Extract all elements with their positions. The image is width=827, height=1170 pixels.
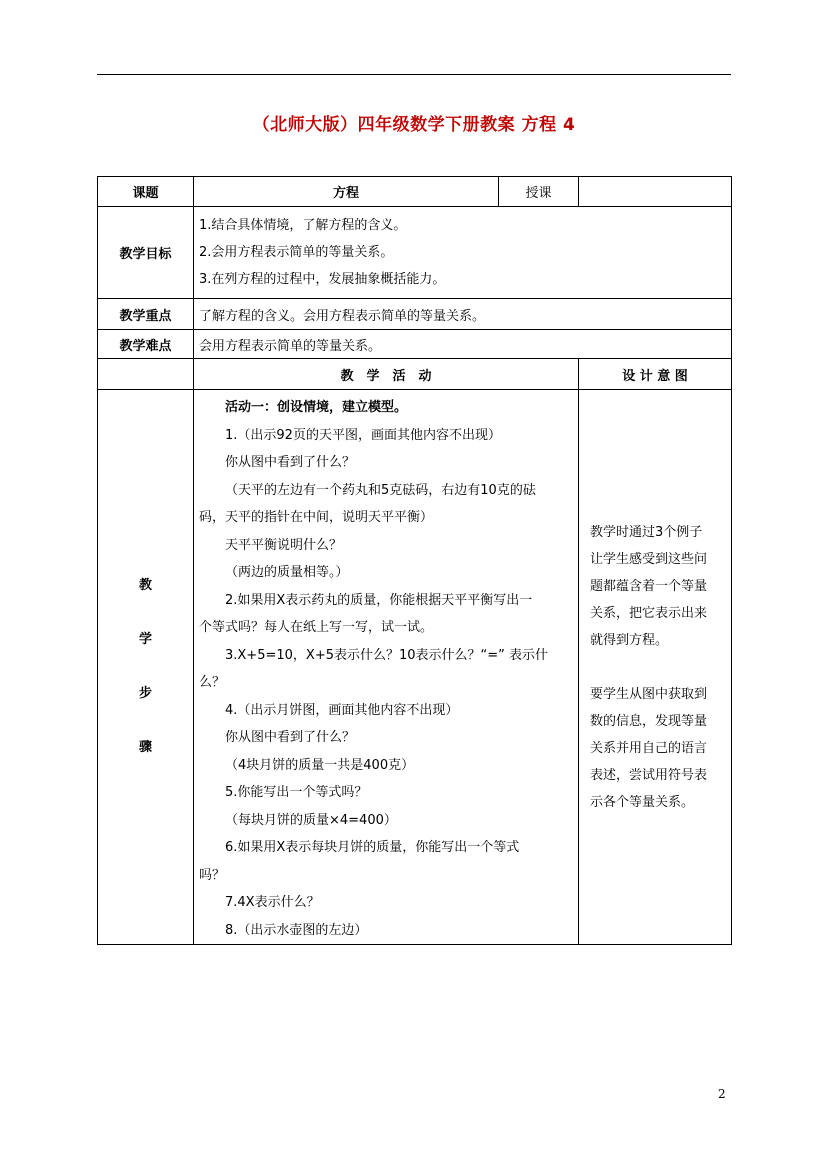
steps-label bbox=[98, 390, 194, 945]
row-section-header bbox=[98, 359, 732, 390]
steps-label-char-4: 骤 bbox=[138, 740, 152, 755]
step-line: 2.如果用X表示药丸的质量，你能根据天平平衡写出一 bbox=[225, 592, 533, 608]
step-line: 8.（出示水壶图的左边） bbox=[225, 922, 368, 938]
step-line: 6.如果用X表示每块月饼的质量，你能写出一个等式 bbox=[225, 840, 520, 855]
intent-line: 示各个等量关系。 bbox=[590, 794, 695, 810]
step-line: 你从图中看到了什么？ bbox=[225, 455, 356, 470]
intent-line: 关系并用自己的语言 bbox=[590, 740, 708, 756]
intent-line: 就得到方程。 bbox=[590, 632, 669, 648]
intent-line: 关系，把它表示出来 bbox=[590, 605, 708, 621]
step-line: （每块月饼的质量×4=400） bbox=[225, 812, 397, 828]
header-rule bbox=[97, 74, 731, 75]
step-line: 码，天平的指针在中间，说明天平平衡） bbox=[199, 510, 434, 525]
intent-line: 题都蕴含着一个等量 bbox=[590, 578, 708, 594]
step-line: 你从图中看到了什么？ bbox=[225, 730, 356, 745]
document-title: （北师大版）四年级数学下册教案 方程 4 bbox=[252, 115, 576, 135]
intent-line: 表述，尝试用符号表 bbox=[590, 767, 708, 783]
row-difficulty bbox=[98, 330, 732, 359]
topic-value: 方程 bbox=[194, 177, 499, 207]
intent-line: 数的信息，发现等量 bbox=[590, 713, 708, 729]
intent-line: 要学生从图中获取到 bbox=[590, 686, 708, 702]
activities-header: 教 学 活 动 bbox=[194, 359, 579, 390]
difficulty-label: 教学难点 bbox=[98, 330, 194, 359]
page-number: 2 bbox=[718, 1087, 726, 1101]
step-line: （4块月饼的质量一共是400克） bbox=[225, 757, 415, 773]
step-line: 个等式吗？每人在纸上写一写，试一试。 bbox=[199, 620, 434, 635]
row-focus bbox=[98, 299, 732, 330]
topic-label: 课题 bbox=[98, 177, 194, 207]
intent-header: 设 计 意 图 bbox=[579, 359, 732, 390]
difficulty-value: 会用方程表示简单的等量关系。 bbox=[194, 330, 732, 359]
step-line: （天平的左边有一个药丸和5克砝码，右边有10克的砝 bbox=[225, 482, 536, 498]
row-goals bbox=[98, 207, 732, 299]
row-topic bbox=[98, 177, 732, 207]
row-steps bbox=[98, 390, 732, 945]
intent-line: 教学时通过3个例子 bbox=[590, 524, 703, 540]
goal-item-3: 3.在列方程的过程中，发展抽象概括能力。 bbox=[199, 272, 446, 287]
step-line: 7.4X表示什么？ bbox=[225, 895, 320, 910]
step-line: 活动一：创设情境，建立模型。 bbox=[225, 400, 408, 415]
goals-cell bbox=[194, 207, 732, 299]
lesson-plan-table bbox=[97, 176, 732, 945]
class-label: 授课 bbox=[499, 177, 579, 207]
step-line: 吗？ bbox=[199, 867, 226, 883]
intent-spacer bbox=[590, 654, 721, 681]
step-line: 5.你能写出一个等式吗？ bbox=[225, 785, 368, 800]
goals-label: 教学目标 bbox=[98, 207, 194, 299]
activities-cell bbox=[194, 390, 579, 945]
steps-label-char-2: 学 bbox=[138, 632, 152, 647]
step-line: 么？ bbox=[199, 675, 226, 690]
intent-cell bbox=[579, 390, 732, 945]
steps-label-char-3: 步 bbox=[138, 686, 152, 701]
intent-line: 让学生感受到这些问 bbox=[590, 551, 708, 567]
focus-value: 了解方程的含义。会用方程表示简单的等量关系。 bbox=[194, 299, 732, 330]
step-line: 4.（出示月饼图，画面其他内容不出现） bbox=[225, 702, 459, 718]
goal-item-2: 2.会用方程表示简单的等量关系。 bbox=[199, 245, 394, 260]
section-header-blank bbox=[98, 359, 194, 390]
step-line: 天平平衡说明什么？ bbox=[225, 537, 343, 553]
focus-label: 教学重点 bbox=[98, 299, 194, 330]
goal-item-1: 1.结合具体情境，了解方程的含义。 bbox=[199, 218, 407, 233]
step-line: 3.X+5=10，X+5表示什么？10表示什么？“=” 表示什 bbox=[225, 647, 549, 663]
class-value bbox=[579, 177, 732, 207]
step-line: （两边的质量相等。） bbox=[225, 565, 349, 580]
step-line: 1.（出示92页的天平图，画面其他内容不出现） bbox=[225, 427, 501, 443]
steps-label-char-1: 教 bbox=[138, 578, 152, 593]
